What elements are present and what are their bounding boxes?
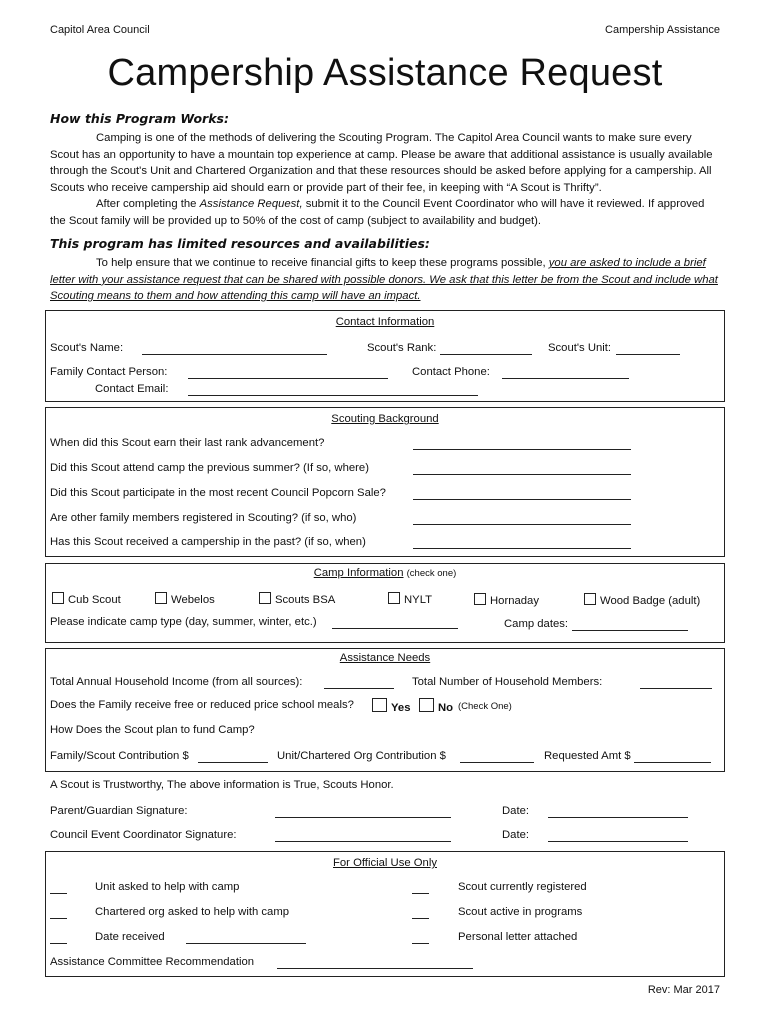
option-label: Hornaday [490,595,539,607]
camp-dates-label: Camp dates: [504,618,569,630]
official-right-2: Scout active in programs [458,906,583,918]
camp-check-note: (check one) [406,568,457,579]
checkbox-icon[interactable] [474,593,486,605]
contact-phone-label: Contact Phone: [412,366,490,378]
camp-title-row [45,567,725,579]
members-label: Total Number of Household Members: [412,676,603,688]
family-contact-field[interactable] [188,378,388,379]
background-title: Scouting Background [331,413,439,425]
limited-p-underlined: you are asked to include a brief letter with your assistance request that can be shared with possible donors. We ask that this letter be from the Scout and include what Scouting means to them and how attending this camp will have an impact. [50,257,718,303]
option-label: Wood Badge (adult) [600,595,701,607]
option-webelos[interactable] [155,592,215,606]
how-heading: How this Program Works: [50,111,229,126]
how-paragraph-2 [50,196,722,229]
option-scouts-bsa[interactable] [259,592,335,606]
background-q4: Are other family members registered in Scouting? (if so, who) [50,512,357,524]
family-contrib-field[interactable] [198,762,268,763]
council-date-label: Date: [502,829,530,841]
scout-unit-field[interactable] [616,354,680,355]
checkbox-icon[interactable] [259,592,271,604]
official-title: For Official Use Only [333,857,437,869]
scout-name-label: Scout's Name: [50,342,124,354]
official-check-4[interactable] [412,893,429,894]
official-check-2[interactable] [50,918,67,919]
background-q1: When did this Scout earn their last rank advancement? [50,437,325,449]
header-org: Capitol Area Council [50,24,150,36]
contact-phone-field[interactable] [502,378,629,379]
option-label: Scouts BSA [275,594,336,606]
background-a2-field[interactable] [413,474,631,475]
checkbox-icon[interactable] [419,698,434,712]
revision-note: Rev: Mar 2017 [647,984,720,996]
parent-signature-label: Parent/Guardian Signature: [50,805,188,817]
checkbox-icon[interactable] [52,592,64,604]
unit-contrib-label: Unit/Chartered Org Contribution $ [277,750,446,762]
scout-name-field[interactable] [142,354,327,355]
how-paragraph-1: Camping is one of the methods of delivering the Scouting Program. The Capitol Area Council wants to make sure every Scout has an opportunity to have a mountain top experience at camp. Please be aware that additional assistance is usually available through the Scout's Unit and Chartered Organization and that these resources should be asked before applying for a campership. All Scouts who receive campership aid should earn or provide part of their fee, in keeping with “A Scout is Thrifty”. [50,132,713,194]
scout-rank-field[interactable] [440,354,532,355]
fund-label: How Does the Scout plan to fund Camp? [50,724,255,736]
page-title: Campership Assistance Request [107,52,663,94]
option-wood-badge[interactable] [584,593,700,607]
official-left-3: Date received [95,931,165,943]
background-a1-field[interactable] [413,449,631,450]
parent-signature-field[interactable] [275,817,451,818]
requested-field[interactable] [634,762,711,763]
option-hornaday[interactable] [474,593,539,607]
council-signature-field[interactable] [275,841,451,842]
recommendation-field[interactable] [277,968,473,969]
how-p2-start: After completing the [96,198,200,211]
background-q5: Has this Scout received a campership in the past? (if so, when) [50,536,366,548]
income-field[interactable] [324,688,394,689]
how-paragraphs [50,130,722,230]
official-check-5[interactable] [412,918,429,919]
parent-date-field[interactable] [548,817,688,818]
official-check-3[interactable] [50,943,67,944]
family-contact-label: Family Contact Person: [50,366,168,378]
income-label: Total Annual Household Income (from all sources): [50,676,303,688]
background-a5-field[interactable] [413,548,631,549]
official-left-1: Unit asked to help with camp [95,881,240,893]
background-a4-field[interactable] [413,524,631,525]
contact-email-label: Contact Email: [95,383,169,395]
how-p2-italic: Assistance Request, [199,198,303,211]
background-a3-field[interactable] [413,499,631,500]
scout-unit-label: Scout's Unit: [548,342,612,354]
background-q3: Did this Scout participate in the most recent Council Popcorn Sale? [50,487,386,499]
how-p2-end: submit it to the Council Event Coordinator who will have it reviewed. If approved the Scout family will be provided up to 50% of the cost of camp (subject to availability and budget). [50,198,705,227]
contact-email-field[interactable] [188,395,478,396]
requested-label: Requested Amt $ [544,750,631,762]
header-doc: Campership Assistance [605,24,720,36]
honor-statement: A Scout is Trustworthy, The above information is True, Scouts Honor. [50,779,394,791]
option-label: NYLT [404,594,433,606]
background-q2: Did this Scout attend camp the previous summer? (If so, where) [50,462,369,474]
official-right-1: Scout currently registered [458,881,587,893]
official-check-1[interactable] [50,893,67,894]
members-field[interactable] [640,688,712,689]
family-contrib-label: Family/Scout Contribution $ [50,750,189,762]
official-right-3: Personal letter attached [458,931,578,943]
official-left-2: Chartered org asked to help with camp [95,906,290,918]
checkbox-icon[interactable] [388,592,400,604]
checkbox-icon[interactable] [584,593,596,605]
recommendation-label: Assistance Committee Recommendation [50,956,255,968]
unit-contrib-field[interactable] [460,762,534,763]
no-label: No [438,702,454,714]
option-cub-scout[interactable] [52,592,121,606]
check-one-note: (Check One) [458,701,512,712]
council-date-field[interactable] [548,841,688,842]
checkbox-icon[interactable] [372,698,387,712]
camp-title: Camp Information [313,567,404,579]
lunch-no-option[interactable] [419,698,453,714]
needs-title: Assistance Needs [339,652,431,664]
checkbox-icon[interactable] [155,592,167,604]
official-check-6[interactable] [412,943,429,944]
lunch-yes-option[interactable] [372,698,410,714]
yes-label: Yes [391,702,411,714]
camp-type-label: Please indicate camp type (day, summer, winter, etc.) [50,616,317,628]
option-label: Webelos [171,594,215,606]
limited-p-start: To help ensure that we continue to receive financial gifts to keep these programs possible, [96,257,549,269]
background-box [45,407,725,557]
parent-date-label: Date: [502,805,530,817]
council-signature-label: Council Event Coordinator Signature: [50,829,237,841]
option-label: Cub Scout [68,594,121,606]
scout-rank-label: Scout's Rank: [367,342,437,354]
contact-title: Contact Information [335,316,435,328]
lunch-label: Does the Family receive free or reduced price school meals? [50,699,354,711]
option-nylt[interactable] [388,592,432,606]
limited-paragraph [50,255,722,305]
camp-dates-field[interactable] [572,630,688,631]
date-received-field[interactable] [186,943,306,944]
limited-heading: This program has limited resources and availabilities: [50,236,430,251]
camp-type-field[interactable] [332,628,458,629]
